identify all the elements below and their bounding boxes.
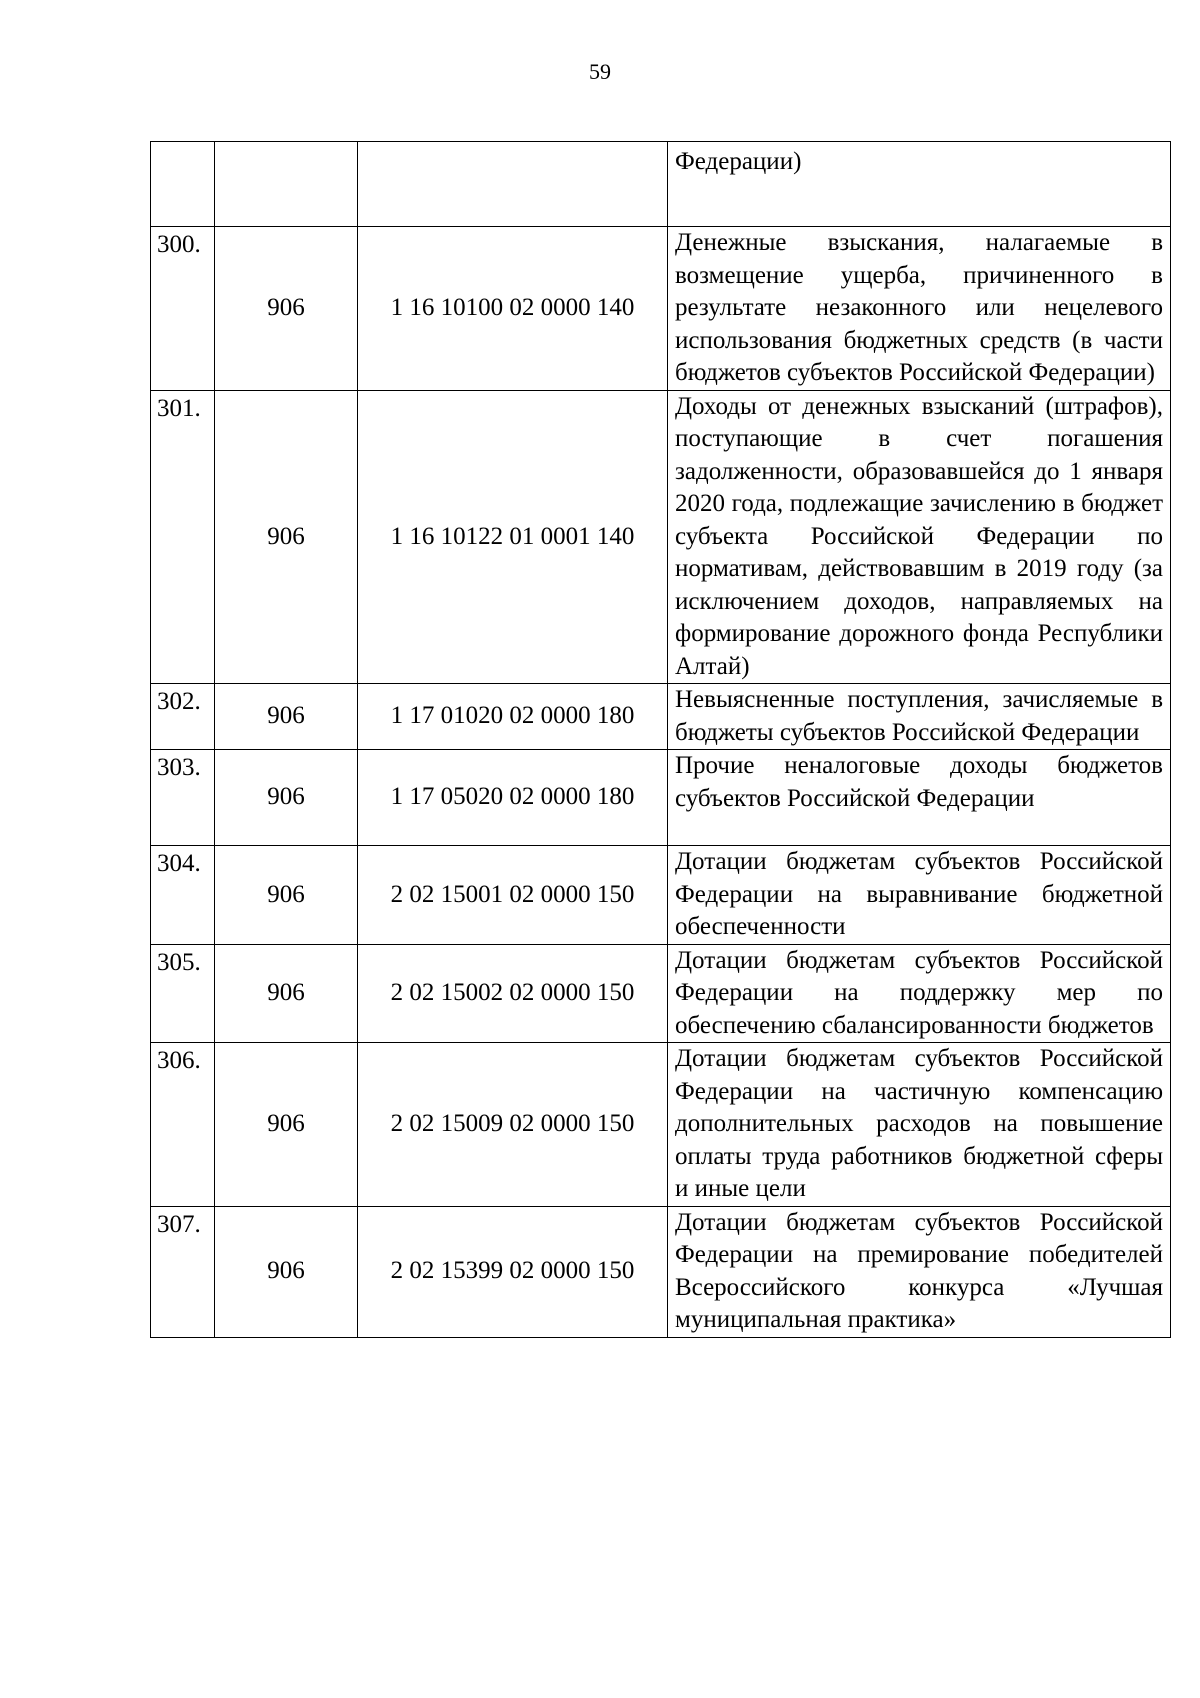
table-row-continuation xyxy=(151,142,1171,227)
description-cell: Дотации бюджетам субъектов Российской Федерации на частичную компенсацию дополнительных расходов на повышение оплаты труда работников бюджетной сферы и иные цели xyxy=(668,1043,1171,1207)
table-row xyxy=(151,227,1171,391)
row-number-cell: 307. xyxy=(151,1206,215,1337)
income-code-cell: 2 02 15001 02 0000 150 xyxy=(358,846,668,945)
income-code-cell: 1 16 10122 01 0001 140 xyxy=(358,390,668,684)
admin-code-cell xyxy=(215,142,358,227)
admin-code-cell: 906 xyxy=(215,846,358,945)
admin-code-cell: 906 xyxy=(215,390,358,684)
table-row xyxy=(151,846,1171,945)
row-number-cell: 302. xyxy=(151,684,215,750)
row-number-cell: 305. xyxy=(151,944,215,1043)
budget-income-table xyxy=(150,141,1171,1338)
description-cell: Дотации бюджетам субъектов Российской Федерации на премирование победителей Всероссийского конкурса «Лучшая муниципальная практика» xyxy=(668,1206,1171,1337)
description-cell: Прочие неналоговые доходы бюджетов субъектов Российской Федерации xyxy=(668,750,1171,846)
page-number: 59 xyxy=(589,59,611,84)
income-code-cell: 1 17 01020 02 0000 180 xyxy=(358,684,668,750)
admin-code-cell: 906 xyxy=(215,1043,358,1207)
description-cell: Доходы от денежных взысканий (штрафов), поступающие в счет погашения задолженности, образовавшейся до 1 января 2020 года, подлежащие зачислению в бюджет субъекта Российской Федерации по нормативам, действовавшим в 2019 году (за исключением доходов, направляемых на формирование дорожного фонда Республики Алтай) xyxy=(668,390,1171,684)
description-cell: Дотации бюджетам субъектов Российской Федерации на поддержку мер по обеспечению сбалансированности бюджетов xyxy=(668,944,1171,1043)
row-number-cell: 301. xyxy=(151,390,215,684)
description-cell: Дотации бюджетам субъектов Российской Федерации на выравнивание бюджетной обеспеченности xyxy=(668,846,1171,945)
table-row xyxy=(151,750,1171,846)
table-row xyxy=(151,684,1171,750)
description-cell: Невыясненные поступления, зачисляемые в бюджеты субъектов Российской Федерации xyxy=(668,684,1171,750)
admin-code-cell: 906 xyxy=(215,227,358,391)
table-row xyxy=(151,1043,1171,1207)
row-number-cell: 306. xyxy=(151,1043,215,1207)
description-cell: Денежные взыскания, налагаемые в возмещение ущерба, причиненного в результате незаконного или нецелевого использования бюджетных средств (в части бюджетов субъектов Российской Федерации) xyxy=(668,227,1171,391)
row-number-cell xyxy=(151,142,215,227)
income-code-cell: 2 02 15002 02 0000 150 xyxy=(358,944,668,1043)
row-number-cell: 300. xyxy=(151,227,215,391)
income-code-cell: 1 16 10100 02 0000 140 xyxy=(358,227,668,391)
description-cell: Федерации) xyxy=(668,142,1171,227)
income-code-cell: 1 17 05020 02 0000 180 xyxy=(358,750,668,846)
table-row xyxy=(151,944,1171,1043)
table-row xyxy=(151,1206,1171,1337)
income-code-cell xyxy=(358,142,668,227)
income-code-cell: 2 02 15009 02 0000 150 xyxy=(358,1043,668,1207)
table-row xyxy=(151,390,1171,684)
admin-code-cell: 906 xyxy=(215,1206,358,1337)
admin-code-cell: 906 xyxy=(215,944,358,1043)
row-number-cell: 304. xyxy=(151,846,215,945)
row-number-cell: 303. xyxy=(151,750,215,846)
admin-code-cell: 906 xyxy=(215,750,358,846)
admin-code-cell: 906 xyxy=(215,684,358,750)
income-code-cell: 2 02 15399 02 0000 150 xyxy=(358,1206,668,1337)
